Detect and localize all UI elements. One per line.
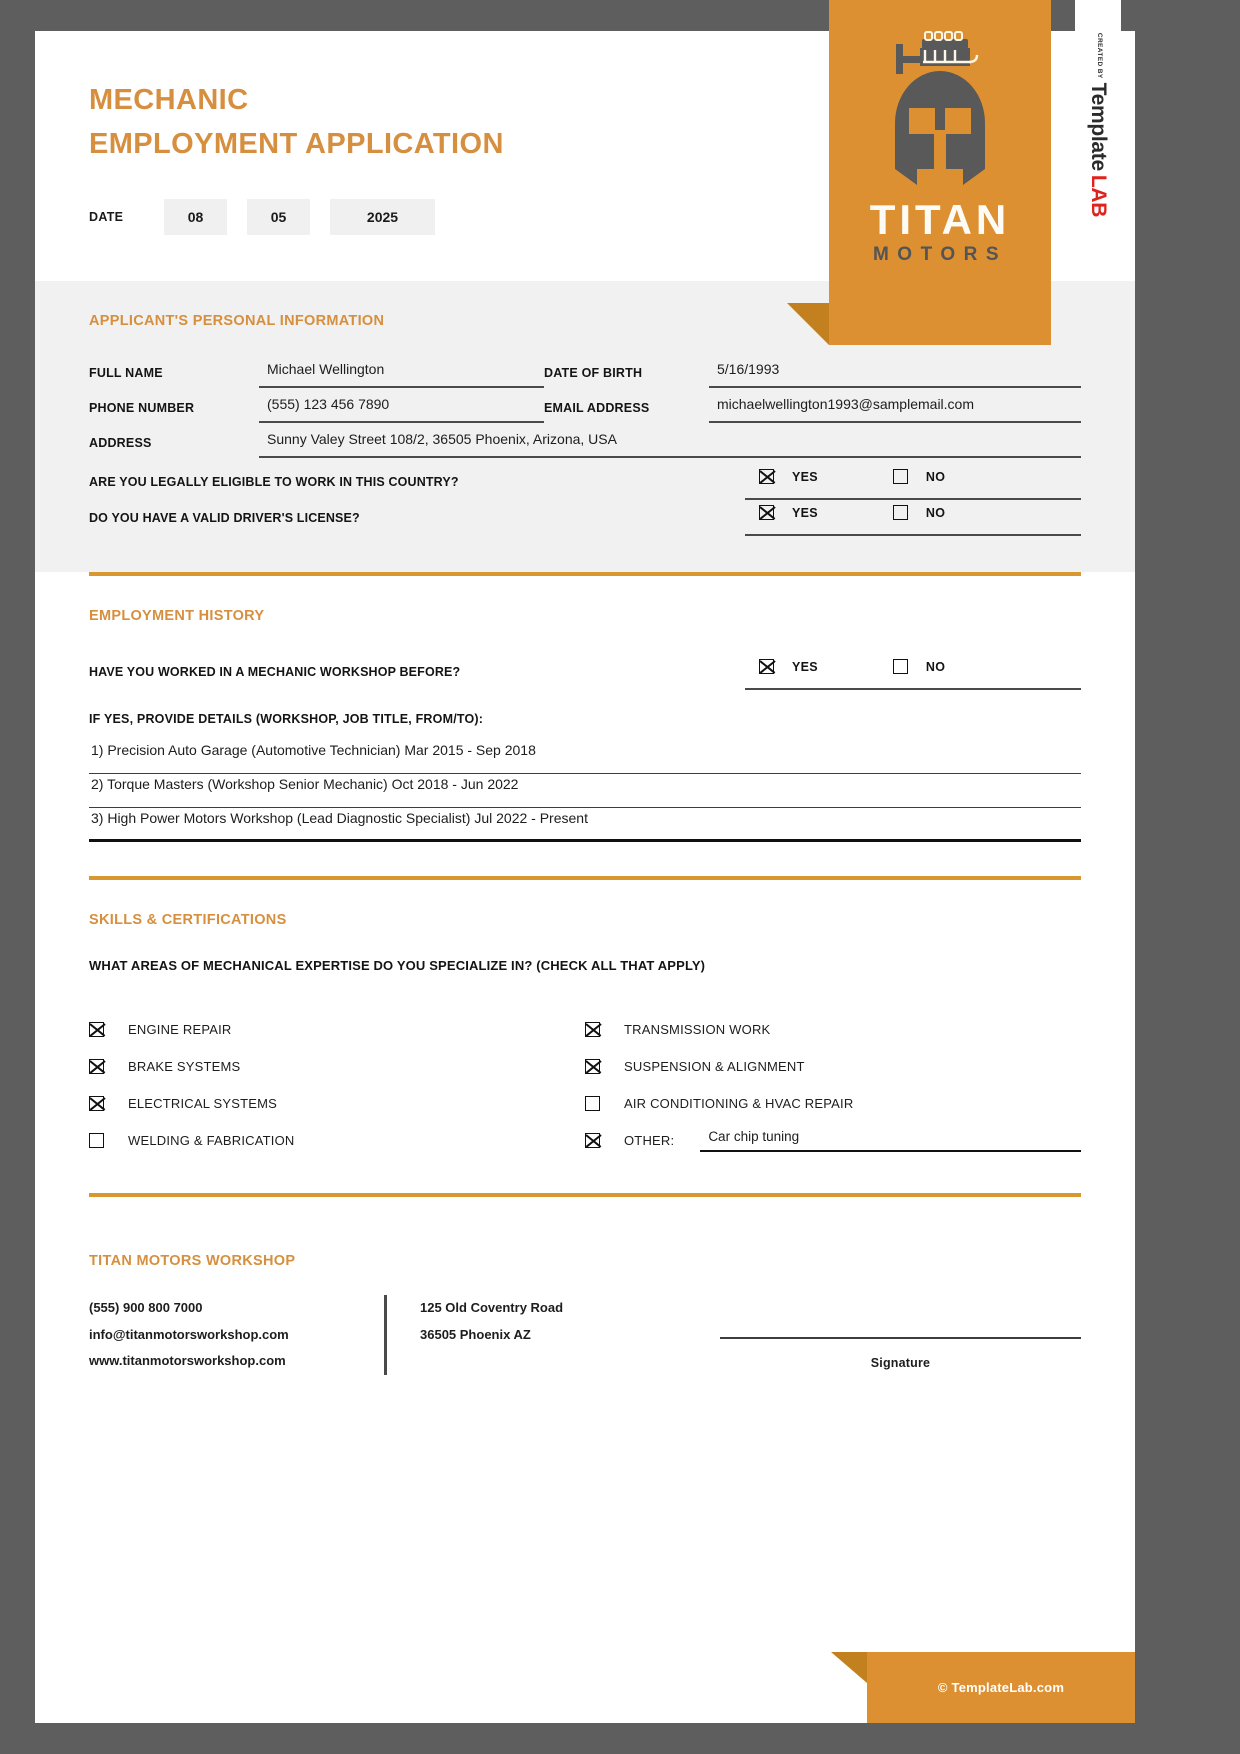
worked-before-no-option[interactable] <box>893 659 945 674</box>
copyright-bar[interactable] <box>867 1652 1135 1723</box>
skills-certifications-section <box>35 880 1135 1193</box>
address-label: ADDRESS <box>89 436 152 450</box>
logo-corner-notch <box>787 303 829 345</box>
brand-logo-panel <box>829 0 1110 345</box>
skill-engine-repair[interactable] <box>89 1011 585 1048</box>
other-skill-label: OTHER: <box>624 1133 675 1148</box>
air-conditioning-hvac-checkbox-icon[interactable] <box>585 1096 600 1111</box>
worked-before-yes-option[interactable] <box>759 659 818 674</box>
eligibility-question-text: ARE YOU LEGALLY ELIGIBLE TO WORK IN THIS COUNTRY? <box>89 475 459 489</box>
footer-body <box>89 1295 1081 1375</box>
eligibility-no-checkbox-icon[interactable] <box>893 469 908 484</box>
skills-checkbox-grid <box>89 1011 1081 1159</box>
license-no-option[interactable] <box>893 505 945 520</box>
footer-company-title: TITAN MOTORS WORKSHOP <box>89 1253 296 1269</box>
skills-section-title: SKILLS & CERTIFICATIONS <box>89 912 287 928</box>
signature-line[interactable] <box>720 1337 1081 1339</box>
date-label: DATE <box>89 210 124 224</box>
suspension-alignment-label: SUSPENSION & ALIGNMENT <box>624 1059 805 1074</box>
other-skill-checkbox-icon[interactable] <box>585 1133 600 1148</box>
footer-email[interactable]: info@titanmotorsworkshop.com <box>89 1326 289 1342</box>
footer-website[interactable]: www.titanmotorsworkshop.com <box>89 1353 286 1369</box>
worked-before-answer-group <box>745 654 1081 690</box>
skill-transmission-work[interactable] <box>585 1011 1081 1048</box>
air-conditioning-hvac-label: AIR CONDITIONING & HVAC REPAIR <box>624 1096 854 1111</box>
footer-vertical-divider <box>384 1295 387 1375</box>
license-answer-group <box>745 500 1081 536</box>
eligibility-yes-checkbox-icon[interactable] <box>759 469 774 484</box>
license-yes-option[interactable] <box>759 505 818 520</box>
eligibility-no-option[interactable] <box>893 469 945 484</box>
eligibility-yes-label: YES <box>792 469 818 484</box>
name-dob-row <box>89 359 1081 388</box>
templatelab-lab-word: LAB <box>1087 174 1110 218</box>
license-yes-label: YES <box>792 505 818 520</box>
eligibility-answer-group <box>745 464 1081 500</box>
title-line-1: MECHANIC <box>89 84 249 116</box>
brake-systems-label: BRAKE SYSTEMS <box>128 1059 241 1074</box>
skills-right-column <box>585 1011 1081 1159</box>
footer-address-block <box>420 1295 720 1348</box>
templatelab-credit-tab[interactable] <box>1075 0 1121 250</box>
skill-other[interactable] <box>585 1122 1081 1159</box>
email-field[interactable]: michaelwellington1993@samplemail.com <box>709 394 1081 423</box>
worked-before-question-text: HAVE YOU WORKED IN A MECHANIC WORKSHOP BEFORE? <box>89 665 461 679</box>
employment-entry-2[interactable]: 2) Torque Masters (Workshop Senior Mechanic) Oct 2018 - Jun 2022 <box>89 774 1081 808</box>
eligibility-no-label: NO <box>925 469 946 484</box>
footer-phone[interactable]: (555) 900 800 7000 <box>89 1300 203 1315</box>
license-question-row <box>89 500 1081 536</box>
templatelab-template-word: Template <box>1087 82 1110 171</box>
document-page <box>35 31 1135 1723</box>
phone-field[interactable]: (555) 123 456 7890 <box>259 394 544 423</box>
phone-label: PHONE NUMBER <box>89 401 195 415</box>
worked-before-yes-checkbox-icon[interactable] <box>759 659 774 674</box>
date-row <box>89 199 455 235</box>
brand-subname: MOTORS <box>872 244 1008 265</box>
full-name-label: FULL NAME <box>89 366 163 380</box>
date-month-field[interactable]: 05 <box>247 199 310 235</box>
transmission-work-checkbox-icon[interactable] <box>585 1022 600 1037</box>
engine-repair-label: ENGINE REPAIR <box>128 1022 232 1037</box>
employment-details-label: IF YES, PROVIDE DETAILS (WORKSHOP, JOB TITLE, FROM/TO): <box>89 712 484 726</box>
created-by-label: CREATED BY <box>1096 32 1103 79</box>
footer-address-line-1: 125 Old Coventry Road <box>420 1300 564 1315</box>
license-yes-checkbox-icon[interactable] <box>759 505 774 520</box>
employment-entry-3[interactable]: 3) High Power Motors Workshop (Lead Diagnostic Specialist) Jul 2022 - Present <box>89 808 1081 842</box>
eligibility-yes-option[interactable] <box>759 469 818 484</box>
page-title <box>89 78 504 166</box>
document-header <box>35 31 1135 281</box>
suspension-alignment-checkbox-icon[interactable] <box>585 1059 600 1074</box>
employment-entry-1[interactable]: 1) Precision Auto Garage (Automotive Technician) Mar 2015 - Sep 2018 <box>89 740 1081 774</box>
worked-before-yes-label: YES <box>792 659 818 674</box>
personal-section-title: APPLICANT'S PERSONAL INFORMATION <box>89 313 385 329</box>
full-name-field[interactable]: Michael Wellington <box>259 359 544 388</box>
footer-address-line-2: 36505 Phoenix AZ <box>420 1326 531 1342</box>
document-footer <box>35 1197 1135 1375</box>
license-no-checkbox-icon[interactable] <box>893 505 908 520</box>
copyright-text[interactable]: © TemplateLab.com <box>937 1680 1065 1695</box>
dob-field[interactable]: 5/16/1993 <box>709 359 1081 388</box>
phone-email-row <box>89 394 1081 423</box>
employment-section-title: EMPLOYMENT HISTORY <box>89 608 265 624</box>
date-year-field[interactable]: 2025 <box>330 199 435 235</box>
employment-history-section <box>35 576 1135 876</box>
engine-repair-checkbox-icon[interactable] <box>89 1022 104 1037</box>
signature-block <box>720 1295 1081 1370</box>
bottom-bar-notch <box>831 1652 867 1683</box>
dob-label: DATE OF BIRTH <box>544 366 643 380</box>
skill-suspension-alignment[interactable] <box>585 1048 1081 1085</box>
skill-brake-systems[interactable] <box>89 1048 585 1085</box>
electrical-systems-label: ELECTRICAL SYSTEMS <box>128 1096 278 1111</box>
transmission-work-label: TRANSMISSION WORK <box>624 1022 771 1037</box>
skill-air-conditioning-hvac[interactable] <box>585 1085 1081 1122</box>
title-line-2: EMPLOYMENT APPLICATION <box>89 128 504 161</box>
address-field[interactable]: Sunny Valey Street 108/2, 36505 Phoenix, Arizona, USA <box>259 429 1081 458</box>
spartan-helmet-engine-icon <box>865 28 1015 198</box>
skill-electrical-systems[interactable] <box>89 1085 585 1122</box>
welding-fabrication-label: WELDING & FABRICATION <box>128 1133 295 1148</box>
email-label: EMAIL ADDRESS <box>544 401 650 415</box>
welding-fabrication-checkbox-icon[interactable] <box>89 1133 104 1148</box>
signature-label: Signature <box>870 1356 931 1370</box>
skills-left-column <box>89 1011 585 1159</box>
worked-before-no-checkbox-icon[interactable] <box>893 659 908 674</box>
brake-systems-checkbox-icon[interactable] <box>89 1059 104 1074</box>
footer-contact-block <box>89 1295 384 1375</box>
other-skill-field[interactable]: Car chip tuning <box>700 1129 1081 1152</box>
brand-name: TITAN <box>869 196 1011 243</box>
license-no-label: NO <box>925 505 946 520</box>
worked-before-no-label: NO <box>925 659 946 674</box>
skills-question-text: WHAT AREAS OF MECHANICAL EXPERTISE DO YOU SPECIALIZE IN? (CHECK ALL THAT APPLY) <box>89 958 706 973</box>
worked-before-question-row <box>89 654 1081 690</box>
skill-welding-fabrication[interactable] <box>89 1122 585 1159</box>
license-question-text: DO YOU HAVE A VALID DRIVER'S LICENSE? <box>89 511 360 525</box>
eligibility-question-row <box>89 464 1081 500</box>
electrical-systems-checkbox-icon[interactable] <box>89 1096 104 1111</box>
address-row <box>89 429 1081 458</box>
date-day-field[interactable]: 08 <box>164 199 227 235</box>
